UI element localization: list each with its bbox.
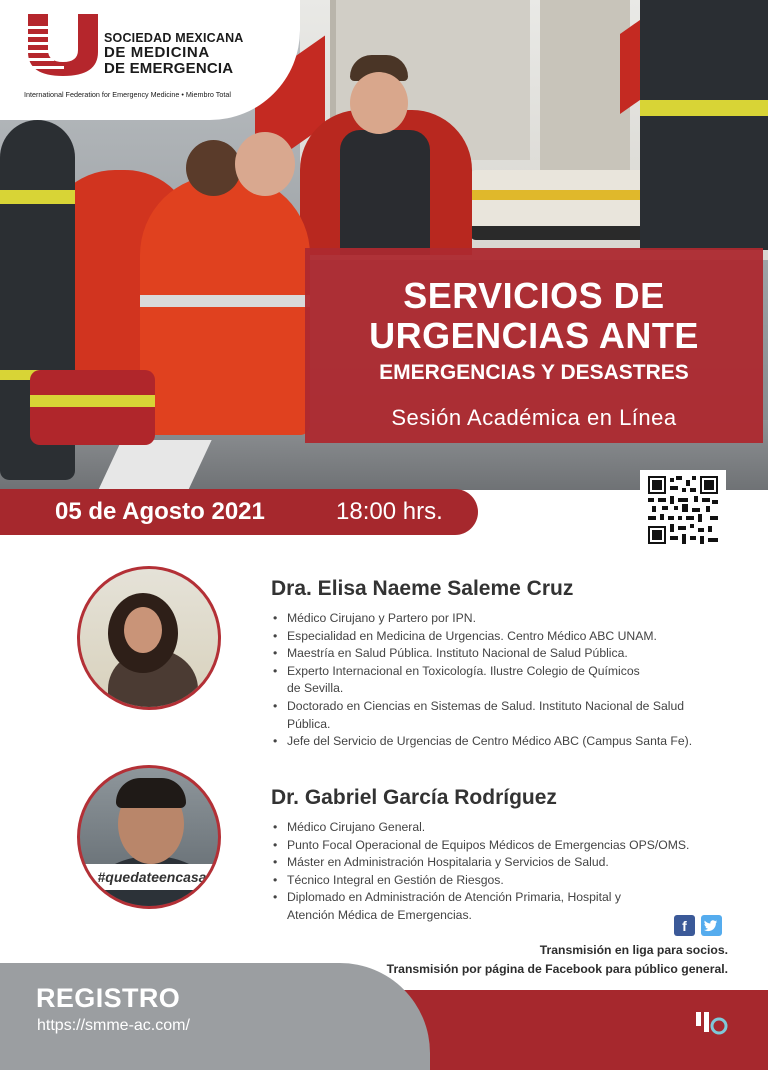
- event-time: 18:00 hrs.: [336, 498, 443, 525]
- paramedic-back-head: [235, 132, 295, 196]
- title-line-2: URGENCIAS ANTE: [369, 315, 699, 356]
- list-item: • Diplomado en Administración de Atención Primaria, Hospital y Atención Médica de Emergencias.: [271, 889, 671, 924]
- logo-line-1: SOCIEDAD MEXICANA: [104, 31, 244, 45]
- paramedic-back: [140, 175, 310, 435]
- speaker-2-credentials: [271, 819, 741, 925]
- list-item: • Médico Cirujano General.: [271, 819, 741, 837]
- list-item: • Médico Cirujano y Partero por IPN.: [271, 610, 741, 628]
- list-item: • Especialidad en Medicina de Urgencias. Centro Médico ABC UNAM.: [271, 628, 741, 646]
- title-line-3: EMERGENCIAS Y DESASTRES: [379, 361, 689, 384]
- ambulance-door: [540, 0, 630, 170]
- registration-link[interactable]: https://smme-ac.com/: [37, 1017, 190, 1034]
- transmission-note-public: Transmisión por página de Facebook para público general.: [386, 962, 728, 976]
- speaker-1-name: Dra. Elisa Naeme Saleme Cruz: [271, 577, 574, 600]
- logo-subline: International Federation for Emergency Medicine • Miembro Total: [24, 90, 231, 99]
- list-item: • Maestría en Salud Pública. Instituto Nacional de Salud Pública.: [271, 645, 741, 663]
- speaker-2-photo: [77, 765, 221, 909]
- event-date: 05 de Agosto 2021: [55, 498, 265, 525]
- list-item: • Técnico Integral en Gestión de Riesgos.: [271, 872, 741, 890]
- transmission-note-members: Transmisión en liga para socios.: [539, 943, 728, 957]
- brand-corner-icon: [694, 1010, 734, 1036]
- logo-line-3: DE EMERGENCIA: [104, 60, 234, 77]
- title-box: [305, 248, 763, 443]
- registration-title: REGISTRO: [36, 983, 181, 1013]
- facebook-icon[interactable]: f: [674, 915, 695, 936]
- list-item: • Máster en Administración Hospitalaria y Servicios de Salud.: [271, 854, 741, 872]
- list-item: • Experto Internacional en Toxicología. Ilustre Colegio de Químicos de Sevilla.: [271, 663, 641, 698]
- logo-card: [0, 0, 300, 120]
- qr-code[interactable]: [640, 470, 726, 550]
- smme-logo-icon: [24, 12, 102, 78]
- twitter-icon[interactable]: [701, 915, 722, 936]
- paramedic-head: [350, 72, 408, 134]
- session-type: Sesión Académica en Línea: [391, 405, 677, 430]
- speaker-2-name: Dr. Gabriel García Rodríguez: [271, 786, 557, 809]
- date-banner: [0, 489, 478, 535]
- paramedic-woman-head: [186, 140, 241, 196]
- logo-line-2: DE MEDICINA: [104, 44, 210, 61]
- list-item: • Doctorado en Ciencias en Sistemas de Salud. Instituto Nacional de Salud Pública.: [271, 698, 701, 733]
- title-line-1: SERVICIOS DE: [403, 275, 665, 316]
- list-item: • Jefe del Servicio de Urgencias de Centro Médico ABC (Campus Santa Fe).: [271, 733, 741, 751]
- qr-code-icon: [648, 476, 718, 544]
- speaker-1-photo: [77, 566, 221, 710]
- event-title: [305, 276, 763, 356]
- medical-bag: [30, 370, 155, 445]
- list-item: • Punto Focal Operacional de Equipos Médicos de Emergencias OPS/OMS.: [271, 837, 741, 855]
- photo-tag: #quedateencasa: [80, 864, 221, 890]
- twitter-bird-icon: [701, 915, 722, 936]
- speaker-1-credentials: [271, 610, 741, 751]
- firefighter-right: [640, 0, 768, 250]
